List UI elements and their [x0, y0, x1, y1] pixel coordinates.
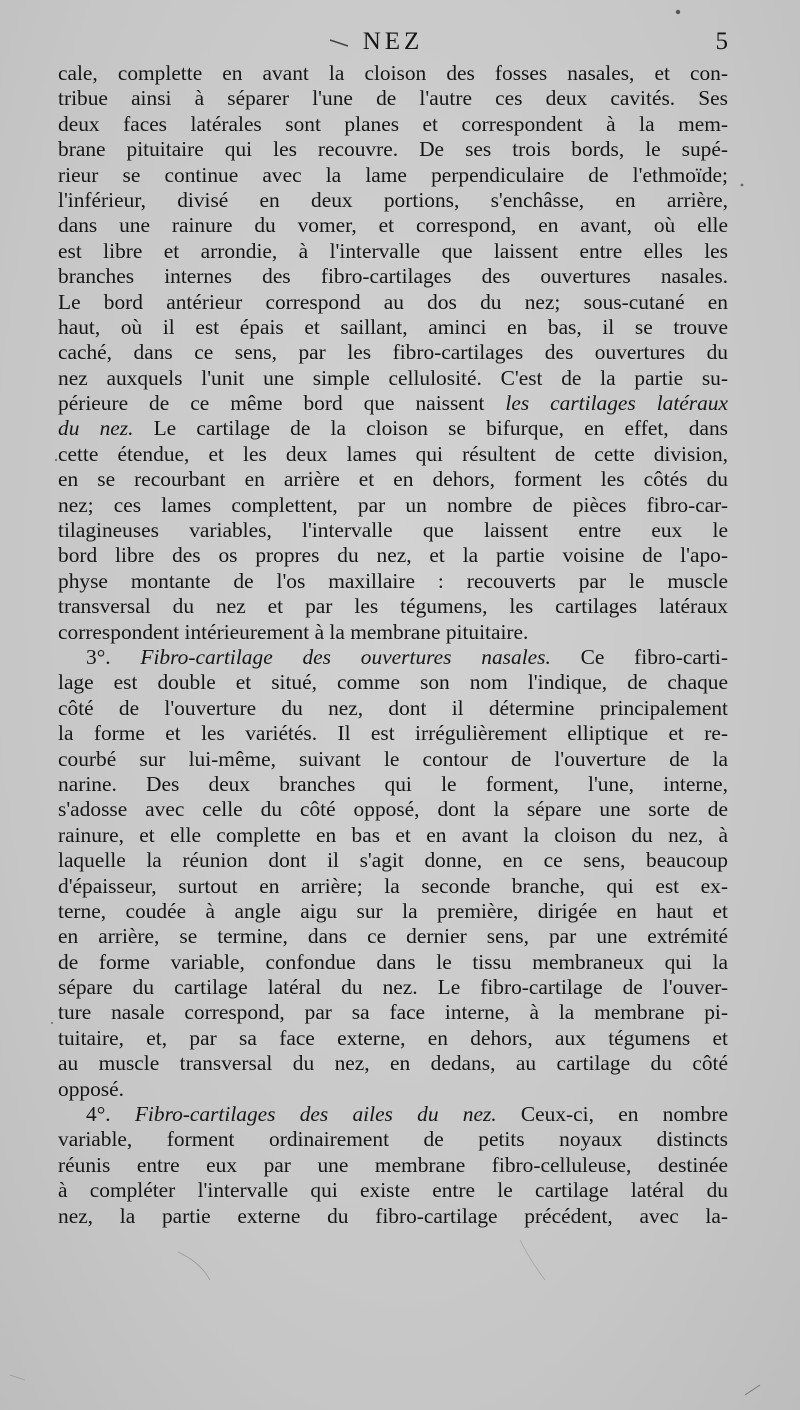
text-line	[58, 1051, 728, 1076]
text-segment: deux faces latérales sont planes et correspondent à la mem-	[58, 111, 728, 136]
text-line	[58, 543, 728, 568]
text-segment: correspondent intérieurement à la membrane pituitaire.	[58, 619, 529, 644]
text-line	[58, 1153, 728, 1178]
text-line	[58, 670, 728, 695]
text-line	[58, 1000, 728, 1025]
body-text	[58, 61, 728, 1229]
italic-text-segment: les cartilages latéraux	[505, 391, 728, 416]
text-line	[58, 594, 728, 619]
text-segment: terne, coudée à angle aigu sur la première, dirigée en haut et	[58, 898, 728, 923]
page-header	[58, 28, 728, 62]
text-segment: côté de l'ouverture du nez, dont il détermine principalement	[58, 695, 728, 720]
text-segment: de forme variable, confondue dans le tissu membraneux qui la	[58, 949, 728, 974]
text-line	[58, 975, 728, 1000]
text-segment: rieur se continue avec la lame perpendiculaire de l'ethmoïde;	[58, 162, 728, 187]
text-segment: Le bord antérieur correspond au dos du nez; sous-cutané en	[58, 289, 728, 314]
text-segment: dans une rainure du vomer, et correspond, en avant, où elle	[58, 213, 728, 238]
text-line	[58, 61, 728, 86]
text-segment: opposé.	[58, 1076, 124, 1101]
text-segment: brane pituitaire qui les recouvre. De ses trois bords, le supé-	[58, 137, 728, 162]
text-line	[58, 112, 728, 137]
text-segment: tuitaire, et, par sa face externe, en dehors, aux tégumens et	[58, 1025, 728, 1050]
text-line	[58, 1102, 728, 1127]
text-segment: tribue ainsi à séparer l'une de l'autre ces deux cavités. Ses	[58, 86, 728, 111]
text-segment: Ce fibro-carti-	[550, 644, 728, 669]
text-line	[58, 823, 728, 848]
text-segment: au muscle transversal du nez, en dedans, au cartilage du côté	[58, 1051, 728, 1076]
text-line	[58, 366, 728, 391]
text-segment: ture nasale correspond, par sa face interne, à la membrane pi-	[58, 1000, 728, 1025]
text-line	[58, 569, 728, 594]
text-segment: branches internes des fibro-cartilages des ouvertures nasales.	[58, 264, 728, 289]
text-segment: haut, où il est épais et saillant, aminci en bas, il se trouve	[58, 314, 728, 339]
text-line	[58, 1026, 728, 1051]
text-segment: à compléter l'intervalle qui existe entre le cartilage latéral du	[58, 1178, 728, 1203]
text-segment: rainure, et elle complette en bas et en avant la cloison du nez, à	[58, 822, 728, 847]
text-line	[58, 721, 728, 746]
text-line	[58, 924, 728, 949]
text-segment: 4°.	[86, 1102, 135, 1127]
text-line	[58, 645, 728, 670]
text-segment: bord libre des os propres du nez, et la partie voisine de l'apo-	[58, 543, 728, 568]
text-segment: cette étendue, et les deux lames qui résultent de cette division,	[58, 441, 728, 466]
text-line	[58, 1077, 728, 1102]
text-segment: cale, complette en avant la cloison des fosses nasales, et con-	[58, 61, 728, 85]
text-segment: physe montante de l'os maxillaire : recouverts par le muscle	[58, 568, 728, 593]
text-line	[58, 137, 728, 162]
text-line	[58, 1178, 728, 1203]
text-line	[58, 264, 728, 289]
text-segment: courbé sur lui-même, suivant le contour de l'ouverture de la	[58, 746, 728, 771]
text-line	[58, 163, 728, 188]
italic-text-segment: Fibro-cartilages des ailes du nez.	[134, 1102, 497, 1127]
text-line	[58, 747, 728, 772]
text-segment: transversal du nez et par les tégumens, les cartilages latéraux	[58, 594, 728, 619]
text-line	[58, 391, 728, 416]
text-line	[58, 239, 728, 264]
text-segment: est libre et arrondie, à l'intervalle que laissent entre elles les	[58, 238, 728, 263]
text-line	[58, 620, 728, 645]
text-segment: sépare du cartilage latéral du nez. Le fibro-cartilage de l'ouver-	[58, 975, 728, 1000]
text-segment: nez auxquels l'unit une simple cellulosité. C'est de la partie su-	[58, 365, 728, 390]
text-line	[58, 213, 728, 238]
text-segment: Ceux-ci, en nombre	[496, 1102, 728, 1127]
text-line	[58, 442, 728, 467]
text-line	[58, 772, 728, 797]
text-segment: variable, forment ordinairement de petits noyaux distincts	[58, 1127, 728, 1152]
text-segment: laquelle la réunion dont il s'agit donne, en ce sens, beaucoup	[58, 848, 728, 873]
page-number: 5	[715, 28, 728, 55]
text-line	[58, 950, 728, 975]
text-segment: s'adosse avec celle du côté opposé, dont la sépare une sorte de	[58, 797, 728, 822]
text-segment: en arrière, se termine, dans ce dernier sens, par une extrémité	[58, 924, 728, 949]
text-line	[58, 696, 728, 721]
text-segment: périeure de ce même bord que naissent	[58, 391, 506, 416]
text-segment: la forme et les variétés. Il est irrégulièrement elliptique et re-	[58, 721, 728, 746]
text-line	[58, 340, 728, 365]
text-segment: caché, dans ce sens, par les fibro-cartilages des ouvertures du	[58, 340, 728, 365]
text-segment: en se recourbant en arrière et en dehors, forment les côtés du	[58, 467, 728, 492]
text-line	[58, 315, 728, 340]
text-line	[58, 518, 728, 543]
running-head: NEZ	[362, 28, 424, 55]
italic-text-segment: du nez.	[58, 416, 134, 441]
text-line	[58, 848, 728, 873]
text-segment: lage est double et situé, comme son nom l'indique, de chaque	[58, 670, 728, 695]
text-line	[58, 86, 728, 111]
text-line	[58, 797, 728, 822]
text-line	[58, 874, 728, 899]
italic-text-segment: Fibro-cartilage des ouvertures nasales.	[140, 644, 551, 669]
text-segment: réunis entre eux par une membrane fibro-celluleuse, destinée	[58, 1152, 728, 1177]
text-line	[58, 416, 728, 441]
text-line	[58, 899, 728, 924]
text-segment: narine. Des deux branches qui le forment, l'une, interne,	[58, 771, 728, 796]
text-segment: l'inférieur, divisé en deux portions, s'enchâsse, en arrière,	[58, 187, 728, 212]
text-line	[58, 1127, 728, 1152]
text-segment: 3°.	[86, 644, 141, 669]
text-segment: nez, la partie externe du fibro-cartilage précédent, avec la-	[58, 1203, 728, 1228]
text-segment: nez; ces lames complettent, par un nombre de pièces fibro-car-	[58, 492, 728, 517]
text-line	[58, 188, 728, 213]
text-line	[58, 290, 728, 315]
text-segment: d'épaisseur, surtout en arrière; la seconde branche, qui est ex-	[58, 873, 728, 898]
text-line	[58, 493, 728, 518]
text-line	[58, 1204, 728, 1229]
text-segment: Le cartilage de la cloison se bifurque, en effet, dans	[133, 416, 728, 441]
text-line	[58, 467, 728, 492]
text-segment: tilagineuses variables, l'intervalle que laissent entre eux le	[58, 518, 728, 543]
